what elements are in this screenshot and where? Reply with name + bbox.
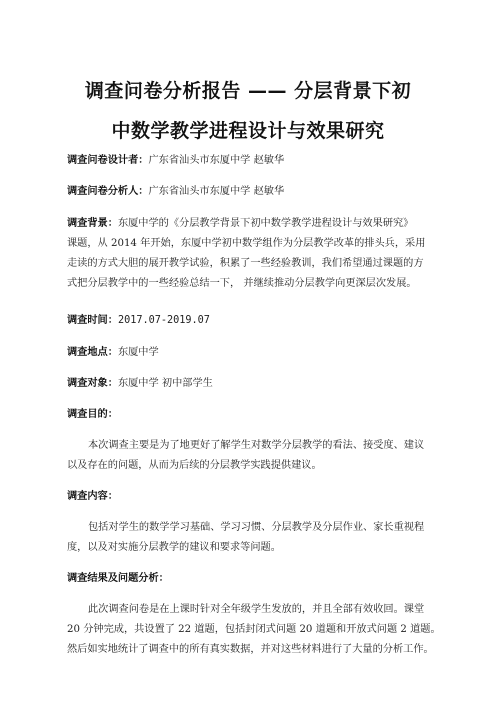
- analyst-row: [67, 182, 284, 197]
- content-heading: [67, 487, 118, 502]
- document-title-line-2: 中数学教学进程设计与效果研究: [111, 120, 385, 142]
- analyst-label: 调查问卷分析人：: [67, 186, 149, 197]
- results-label: 调查结果及问题分析：: [67, 573, 169, 584]
- background-label: 调查背景：: [67, 218, 118, 229]
- location-row: [67, 343, 159, 358]
- results-line-2: 20 分钟完成，共设置了 22 道题，包括封闭式问题 20 道题和开放式问题 2 道题。: [67, 624, 441, 635]
- designer-row: [67, 151, 284, 166]
- background-line-3: 走读的方式大胆的展开教学试验，积累了一些经验教训，我们希望通过课题的方: [67, 258, 424, 269]
- time-value: 2017.07-2019.07: [117, 315, 210, 326]
- content-line-2: 度，以及对实施分层教学的建议和要求等问题。: [67, 542, 281, 553]
- content-line-1: 包括对学生的数学学习基础、学习习惯、分层教学及分层作业、家长重视程: [88, 522, 425, 533]
- background-line-1: [67, 214, 413, 229]
- purpose-line-2: 以及存在的问题，从而为后续的分层教学实践提供建议。: [67, 460, 322, 471]
- purpose-label: 调查目的：: [67, 409, 118, 420]
- time-label: 调查时间：: [67, 315, 118, 326]
- purpose-heading: [67, 405, 118, 420]
- purpose-line-1: 本次调查主要是为了地更好了解学生对数学分层教学的看法、接受度、建议: [88, 440, 425, 451]
- analyst-value: 广东省汕头市东厦中学 赵敏华: [148, 186, 285, 197]
- results-line-1: 此次调查问卷是在上课时针对全年级学生发放的，并且全部有效收回。课堂: [88, 604, 425, 615]
- location-label: 调查地点：: [67, 347, 118, 358]
- document-title-line-1: 调查问卷分析报告 —— 分层背景下初: [84, 80, 412, 102]
- designer-label: 调查问卷设计者：: [67, 155, 149, 166]
- designer-value: 广东省汕头市东厦中学 赵敏华: [148, 155, 285, 166]
- subjects-value: 东厦中学 初中部学生: [117, 378, 213, 389]
- content-label: 调查内容：: [67, 491, 118, 502]
- location-value: 东厦中学: [117, 347, 159, 358]
- background-text-1: 东厦中学的《分层教学背景下初中数学教学进程设计与效果研究》: [117, 218, 414, 229]
- background-line-4: 式把分层教学中的一些经验总结一下， 并继续推动分层教学向更深层次发展。: [67, 278, 417, 289]
- background-line-2: 课题，从 2014 年开始，东厦中学初中数学组作为分层教学改革的排头兵，采用: [67, 238, 426, 249]
- results-heading: [67, 569, 169, 584]
- subjects-label: 调查对象：: [67, 378, 118, 389]
- results-line-3: 然后如实地统计了调查中的所有真实数据，并对这些材料进行了大量的分析工作。: [67, 644, 434, 655]
- subjects-row: [67, 374, 213, 389]
- time-row: [67, 311, 210, 326]
